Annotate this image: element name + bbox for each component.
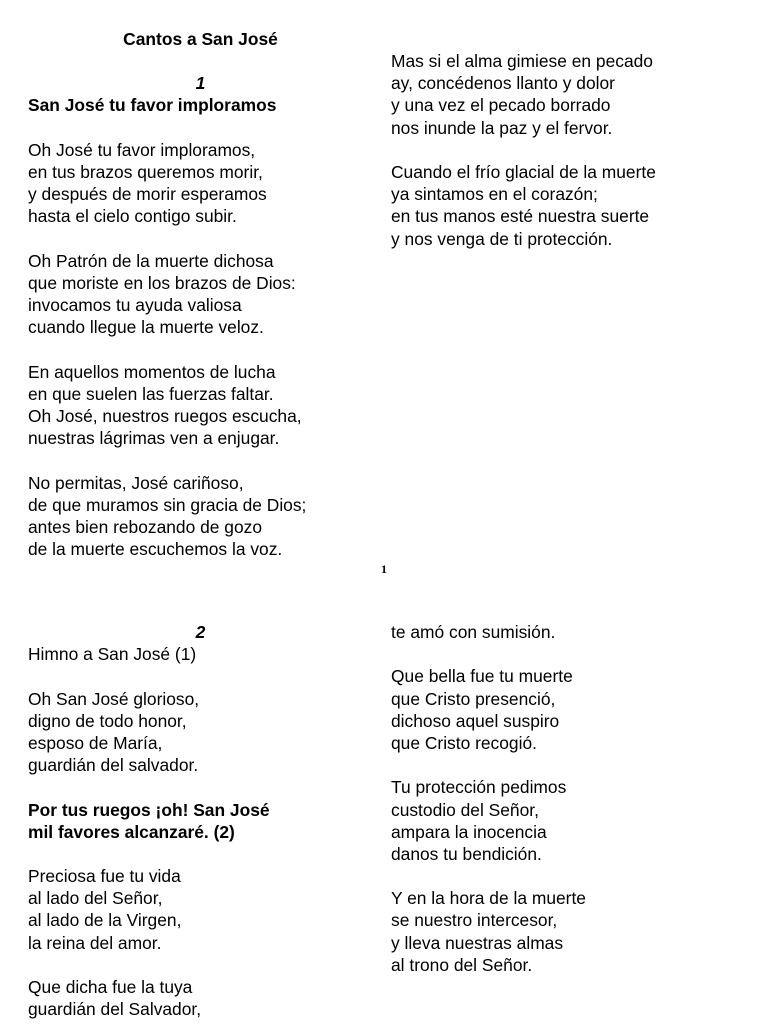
stanza — [391, 50, 736, 139]
hymn-1-heading: San José tu favor imploramos — [28, 95, 277, 116]
verse-line: Oh San José glorioso, — [28, 688, 200, 709]
verse-line: No permitas, José cariñoso, — [28, 472, 244, 493]
verse-line: de que muramos sin gracia de Dios; — [28, 494, 307, 515]
hymn-2-heading: Himno a San José (1) — [28, 644, 197, 665]
verse-line: al trono del Señor. — [391, 954, 533, 975]
page2-right-column — [391, 621, 736, 976]
verse-line: guardián del salvador. — [28, 755, 199, 776]
verse-line: que Cristo presenció, — [391, 688, 556, 709]
stanza — [28, 688, 373, 777]
verse-line: antes bien rebozando de gozo — [28, 516, 262, 537]
stanza — [391, 161, 736, 250]
verse-line: de la muerte escuchemos la voz. — [28, 539, 283, 560]
page2-left-column — [28, 621, 373, 1020]
stanza — [28, 472, 373, 561]
verse-line: y lleva nuestras almas — [391, 932, 564, 953]
verse-line: Que bella fue tu muerte — [391, 666, 573, 687]
verse-line: Oh Patrón de la muerte dichosa — [28, 250, 274, 271]
verse-line: Mas si el alma gimiese en pecado — [391, 51, 653, 71]
page1-right-column — [391, 50, 736, 250]
verse-line: Tu protección pedimos — [391, 777, 567, 798]
verse-line: y una vez el pecado borrado — [391, 95, 611, 116]
verse-line: se nuestro intercesor, — [391, 910, 558, 931]
verse-line: nuestras lágrimas ven a enjugar. — [28, 428, 280, 449]
stanza — [391, 665, 736, 754]
stanza — [391, 887, 736, 976]
verse-line: hasta el cielo contigo subir. — [28, 206, 237, 227]
verse-line: custodio del Señor, — [391, 799, 539, 820]
verse-line: al lado del Señor, — [28, 888, 163, 909]
verse-line: Y en la hora de la muerte — [391, 888, 586, 909]
refrain — [28, 799, 373, 843]
verse-line: en que suelen las fuerzas faltar. — [28, 383, 274, 404]
verse-line: dichoso aquel suspiro — [391, 710, 560, 731]
page1-left-column — [28, 28, 373, 560]
verse-line: ya sintamos en el corazón; — [391, 184, 598, 205]
verse-line: que Cristo recogió. — [391, 732, 537, 753]
verse-line: invocamos tu ayuda valiosa — [28, 295, 242, 316]
verse-line: Cuando el frío glacial de la muerte — [391, 161, 656, 182]
verse-line: ay, concédenos llanto y dolor — [391, 73, 615, 94]
verse-line: danos tu bendición. — [391, 843, 542, 864]
stanza — [28, 976, 373, 1020]
verse-line: la reina del amor. — [28, 932, 162, 953]
stanza — [28, 865, 373, 954]
verse-line: que moriste en los brazos de Dios: — [28, 272, 296, 293]
verse-line: y nos venga de ti protección. — [391, 228, 613, 249]
verse-line: cuando llegue la muerte veloz. — [28, 317, 264, 338]
verse-line: nos inunde la paz y el fervor. — [391, 117, 613, 138]
verse-line: En aquellos momentos de lucha — [28, 361, 276, 382]
stanza — [28, 361, 373, 450]
verse-line: y después de morir esperamos — [28, 184, 267, 205]
verse-line: ampara la inocencia — [391, 821, 547, 842]
document-title: Cantos a San José — [123, 29, 278, 49]
verse-line: en tus brazos queremos morir, — [28, 161, 263, 182]
verse-line: guardián del Salvador, — [28, 999, 202, 1020]
verse-line: Que dicha fue la tuya — [28, 977, 193, 997]
verse-line: Oh José tu favor imploramos, — [28, 139, 256, 160]
page-number: 1 — [381, 562, 387, 576]
refrain-line: Por tus ruegos ¡oh! San José — [28, 799, 270, 820]
verse-line: digno de todo honor, — [28, 710, 187, 731]
refrain-line: mil favores alcanzaré. (2) — [28, 821, 235, 842]
verse-line: Preciosa fue tu vida — [28, 866, 181, 887]
stanza — [28, 250, 373, 339]
verse-line: te amó con sumisión. — [391, 622, 556, 642]
verse-line: en tus manos esté nuestra suerte — [391, 206, 650, 227]
hymn-number-1: 1 — [195, 73, 206, 94]
verse-line: al lado de la Virgen, — [28, 910, 182, 931]
stanza — [28, 139, 373, 228]
verse-line: esposo de María, — [28, 732, 163, 753]
verse-line: Oh José, nuestros ruegos escucha, — [28, 406, 302, 426]
hymn-number-2: 2 — [195, 622, 206, 642]
stanza — [391, 776, 736, 865]
